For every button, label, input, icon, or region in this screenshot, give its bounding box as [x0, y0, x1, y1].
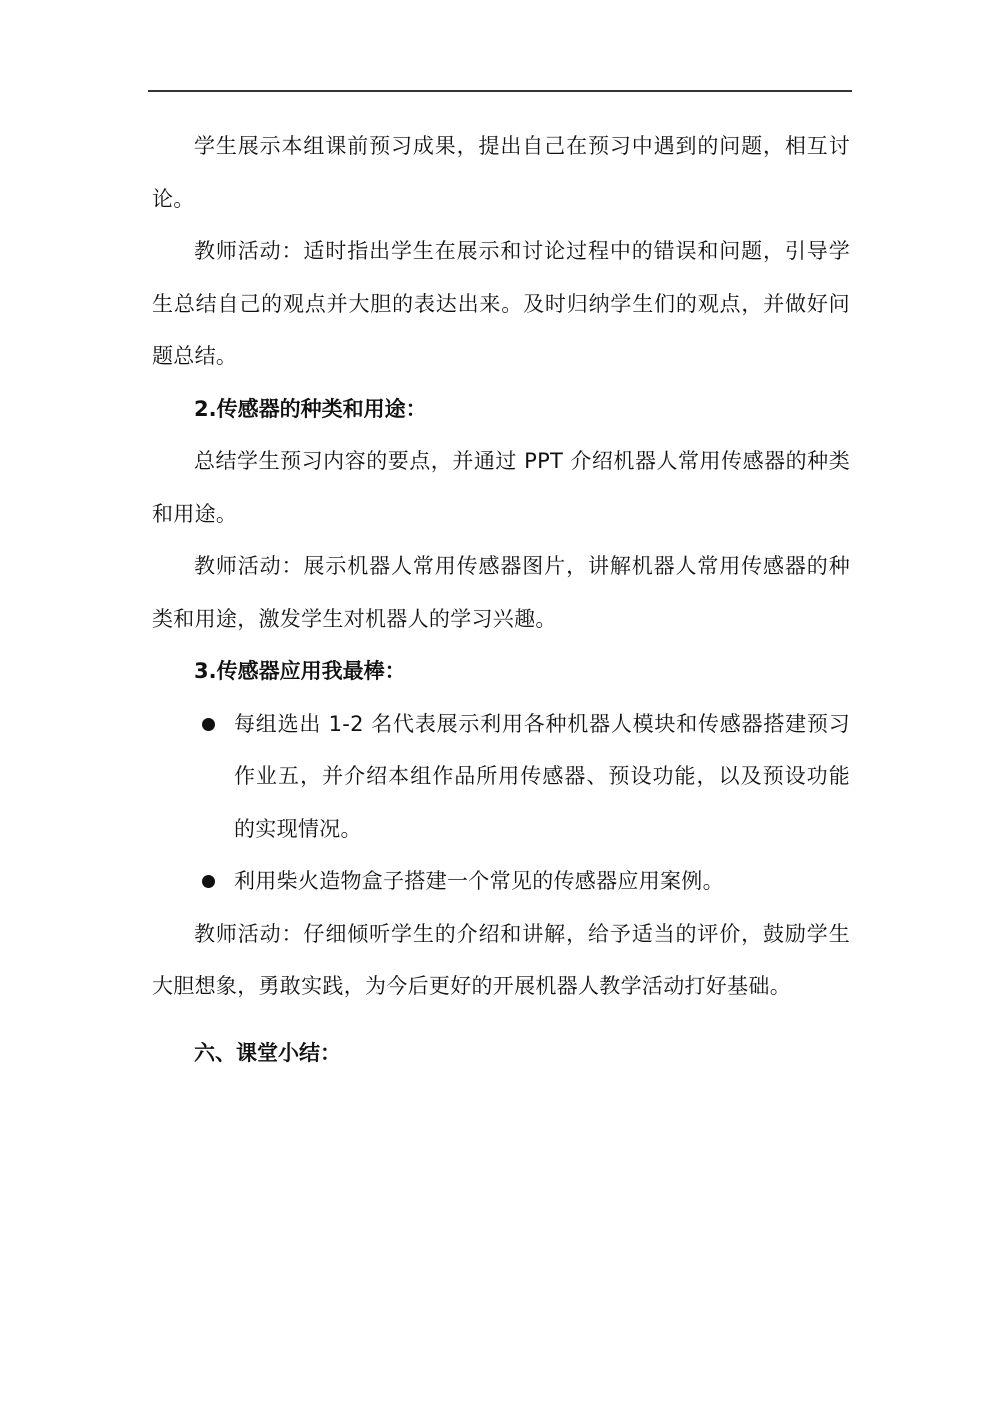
section-heading-class-summary: 六、课堂小结： [194, 1040, 341, 1065]
bullet-dot-icon [202, 875, 215, 888]
bullet-item-group-demo [152, 698, 850, 856]
header-rule [148, 90, 852, 92]
paragraph-teacher-activity-3: 教师活动：仔细倾听学生的介绍和讲解，给予适当的评价，鼓励学生大胆想象，勇敢实践，为今后更好的开展机器人教学活动打好基础。 [152, 921, 850, 998]
document-body [152, 120, 850, 1079]
bullet-item-case-build [152, 855, 850, 908]
bullet-text: 利用柴火造物盒子搭建一个常见的传感器应用案例。 [234, 869, 724, 893]
paragraph-summary-ppt: 总结学生预习内容的要点，并通过 PPT 介绍机器人常用传感器的种类和用途。 [152, 449, 850, 526]
section-heading-sensor-types: 2.传感器的种类和用途： [194, 396, 427, 421]
paragraph-teacher-activity-1: 教师活动：适时指出学生在展示和讨论过程中的错误和问题，引导学生总结自己的观点并大胆的表达出来。及时归纳学生们的观点，并做好问题总结。 [152, 239, 850, 368]
bullet-text: 每组选出 1-2 名代表展示利用各种机器人模块和传感器搭建预习作业五，并介绍本组作品所用传感器、预设功能，以及预设功能的实现情况。 [234, 711, 850, 841]
bullet-dot-icon [202, 718, 215, 731]
paragraph-student-presentation: 学生展示本组课前预习成果，提出自己在预习中遇到的问题，相互讨论。 [152, 134, 850, 211]
paragraph-teacher-activity-2: 教师活动：展示机器人常用传感器图片，讲解机器人常用传感器的种类和用途，激发学生对机器人的学习兴趣。 [152, 554, 850, 631]
section-heading-sensor-application: 3.传感器应用我最棒： [194, 659, 406, 683]
